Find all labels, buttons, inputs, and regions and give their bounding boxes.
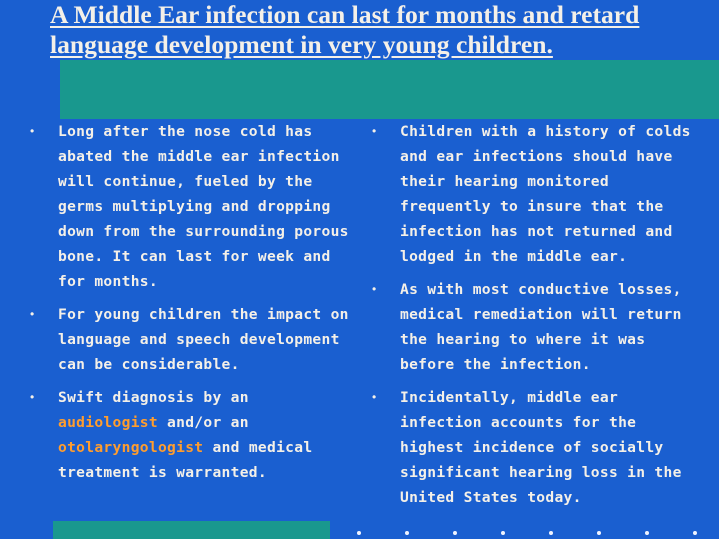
slide-title: A Middle Ear infection can last for months and retard language development in very young children.: [50, 0, 640, 59]
bullet-icon: •: [372, 282, 377, 296]
divider-dot: [405, 531, 409, 535]
divider-dot: [501, 531, 505, 535]
bullet-item: [372, 385, 702, 510]
bullet-text: Long after the nose cold has abated the middle ear infection will continue, fueled by the germs multiplying and dropping down from the surrounding porous bone. It can last for week and for months.: [58, 123, 349, 290]
bullet-text-segment: Swift diagnosis by an: [58, 389, 249, 406]
teal-band-top: [60, 60, 719, 119]
divider-dot: [357, 531, 361, 535]
bullet-icon: •: [30, 390, 35, 404]
bullet-icon: •: [372, 124, 377, 138]
divider-dot: [597, 531, 601, 535]
right-column: [372, 119, 702, 518]
bullet-text: Children with a history of colds and ear infections should have their hearing monitored frequently to insure that the infection has not returned and lodged in the middle ear.: [400, 123, 691, 265]
highlight-term-audiologist: audiologist: [58, 414, 158, 431]
bullet-text: For young children the impact on language and speech development can be considerable.: [58, 306, 349, 373]
dot-divider: [348, 525, 719, 539]
bullet-item: [372, 119, 702, 269]
teal-band-bottom: [53, 521, 330, 539]
bullet-item: [30, 385, 356, 485]
bullet-text-segment: and medical treatment is warranted.: [58, 439, 313, 481]
bullet-icon: •: [30, 124, 35, 138]
bullet-item: [30, 302, 356, 377]
bullet-text: As with most conductive losses, medical remediation will return the hearing to where it was before the infection.: [400, 281, 682, 373]
divider-dot: [453, 531, 457, 535]
bullet-item: [372, 277, 702, 377]
bullet-text: [58, 385, 356, 485]
bullet-icon: •: [30, 307, 35, 321]
bullet-item: [30, 119, 356, 294]
left-column: [30, 119, 356, 493]
divider-dot: [645, 531, 649, 535]
bullet-icon: •: [372, 390, 377, 404]
highlight-term-otolaryngologist: otolaryngologist: [58, 439, 204, 456]
bullet-text: Incidentally, middle ear infection accounts for the highest incidence of socially significant hearing loss in the United States today.: [400, 389, 682, 506]
bullet-text-segment: and/or an: [157, 414, 249, 431]
divider-dot: [549, 531, 553, 535]
divider-dot: [693, 531, 697, 535]
